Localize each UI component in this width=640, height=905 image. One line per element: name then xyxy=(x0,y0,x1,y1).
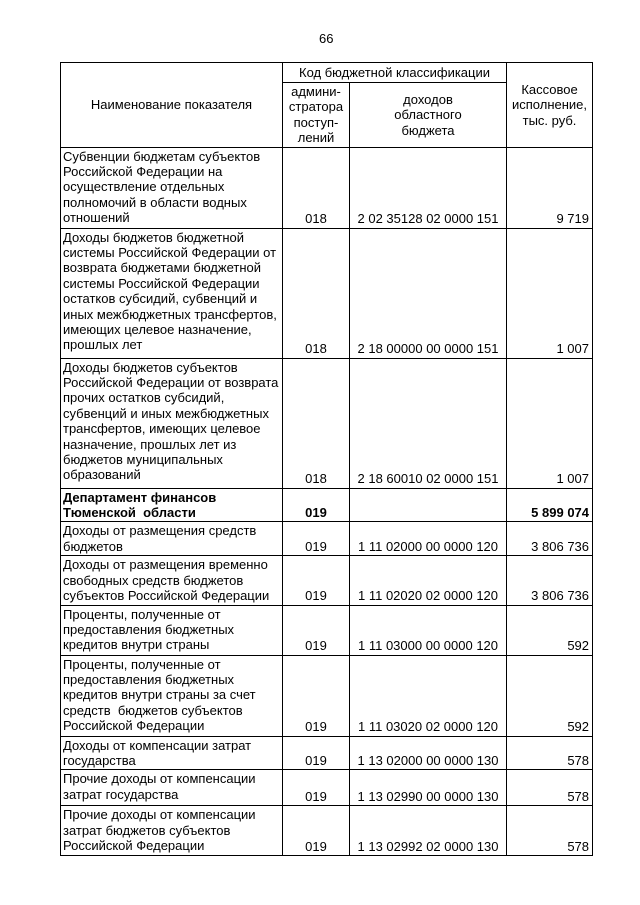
cell-admin-code: 019 xyxy=(283,806,350,856)
cell-income-code: 1 13 02990 00 0000 130 xyxy=(350,770,507,806)
budget-table xyxy=(60,62,593,856)
table-row xyxy=(61,655,593,736)
cell-name: Доходы от размещения средств бюджетов xyxy=(61,522,283,556)
cell-amount: 578 xyxy=(507,806,593,856)
table-row xyxy=(61,522,593,556)
cell-admin-code: 019 xyxy=(283,770,350,806)
header-income-code: доходов областного бюджета xyxy=(350,83,507,148)
cell-admin-code: 019 xyxy=(283,655,350,736)
cell-admin-code: 019 xyxy=(283,605,350,655)
table-row-department xyxy=(61,488,593,522)
cell-income-code: 1 11 02020 02 0000 120 xyxy=(350,556,507,605)
header-admin-code: админи- стратора поступ- лений xyxy=(283,83,350,148)
table-header-row xyxy=(61,63,593,83)
table-row xyxy=(61,228,593,358)
cell-admin-code: 018 xyxy=(283,358,350,488)
cell-amount: 578 xyxy=(507,736,593,770)
cell-income-code: 2 18 00000 00 0000 151 xyxy=(350,228,507,358)
cell-amount: 578 xyxy=(507,770,593,806)
cell-name: Прочие доходы от компенсации затрат государства xyxy=(61,770,283,806)
cell-amount: 3 806 736 xyxy=(507,522,593,556)
table-row xyxy=(61,736,593,770)
header-amount: Кассовое исполнение, тыс. руб. xyxy=(507,63,593,148)
cell-income-code: 1 13 02000 00 0000 130 xyxy=(350,736,507,770)
header-name: Наименование показателя xyxy=(61,63,283,148)
cell-amount: 1 007 xyxy=(507,228,593,358)
table-row xyxy=(61,770,593,806)
cell-income-code: 1 11 03000 00 0000 120 xyxy=(350,605,507,655)
cell-amount: 9 719 xyxy=(507,147,593,228)
cell-name: Доходы бюджетов бюджетной системы Российской Федерации от возврата бюджетами бюджетной системы Российской Федерации остатков субсидий, субвенций и иных межбюджетных трансфертов, имеющих целевое назначение, прошлых лет xyxy=(61,228,283,358)
cell-amount: 1 007 xyxy=(507,358,593,488)
cell-name: Проценты, полученные от предоставления бюджетных кредитов внутри страны за счет средств бюджетов субъектов Российской Федерации xyxy=(61,655,283,736)
table-row xyxy=(61,556,593,605)
cell-name: Департамент финансов Тюменской области xyxy=(61,488,283,522)
page-number: 66 xyxy=(319,31,334,46)
cell-income-code: 1 11 02000 00 0000 120 xyxy=(350,522,507,556)
cell-name: Прочие доходы от компенсации затрат бюджетов субъектов Российской Федерации xyxy=(61,806,283,856)
cell-admin-code: 019 xyxy=(283,488,350,522)
table-row xyxy=(61,358,593,488)
cell-amount: 3 806 736 xyxy=(507,556,593,605)
cell-name: Субвенции бюджетам субъектов Российской Федерации на осуществление отдельных полномочий в области водных отношений xyxy=(61,147,283,228)
cell-income-code: 1 11 03020 02 0000 120 xyxy=(350,655,507,736)
cell-admin-code: 018 xyxy=(283,147,350,228)
cell-income-code: 1 13 02992 02 0000 130 xyxy=(350,806,507,856)
cell-name: Проценты, полученные от предоставления бюджетных кредитов внутри страны xyxy=(61,605,283,655)
cell-admin-code: 019 xyxy=(283,736,350,770)
cell-income-code-empty xyxy=(350,488,507,522)
cell-name: Доходы от компенсации затрат государства xyxy=(61,736,283,770)
cell-admin-code: 019 xyxy=(283,522,350,556)
cell-income-code: 2 02 35128 02 0000 151 xyxy=(350,147,507,228)
cell-name: Доходы бюджетов субъектов Российской Федерации от возврата прочих остатков субсидий, субвенций и иных межбюджетных трансфертов, имеющих целевое назначение, прошлых лет из бюджетов муниципальных образований xyxy=(61,358,283,488)
cell-amount: 592 xyxy=(507,655,593,736)
table-row xyxy=(61,605,593,655)
cell-amount: 5 899 074 xyxy=(507,488,593,522)
cell-admin-code: 018 xyxy=(283,228,350,358)
cell-income-code: 2 18 60010 02 0000 151 xyxy=(350,358,507,488)
cell-name: Доходы от размещения временно свободных средств бюджетов субъектов Российской Федерации xyxy=(61,556,283,605)
cell-admin-code: 019 xyxy=(283,556,350,605)
table-row xyxy=(61,147,593,228)
table-row xyxy=(61,806,593,856)
header-code-group: Код бюджетной классификации xyxy=(283,63,507,83)
cell-amount: 592 xyxy=(507,605,593,655)
